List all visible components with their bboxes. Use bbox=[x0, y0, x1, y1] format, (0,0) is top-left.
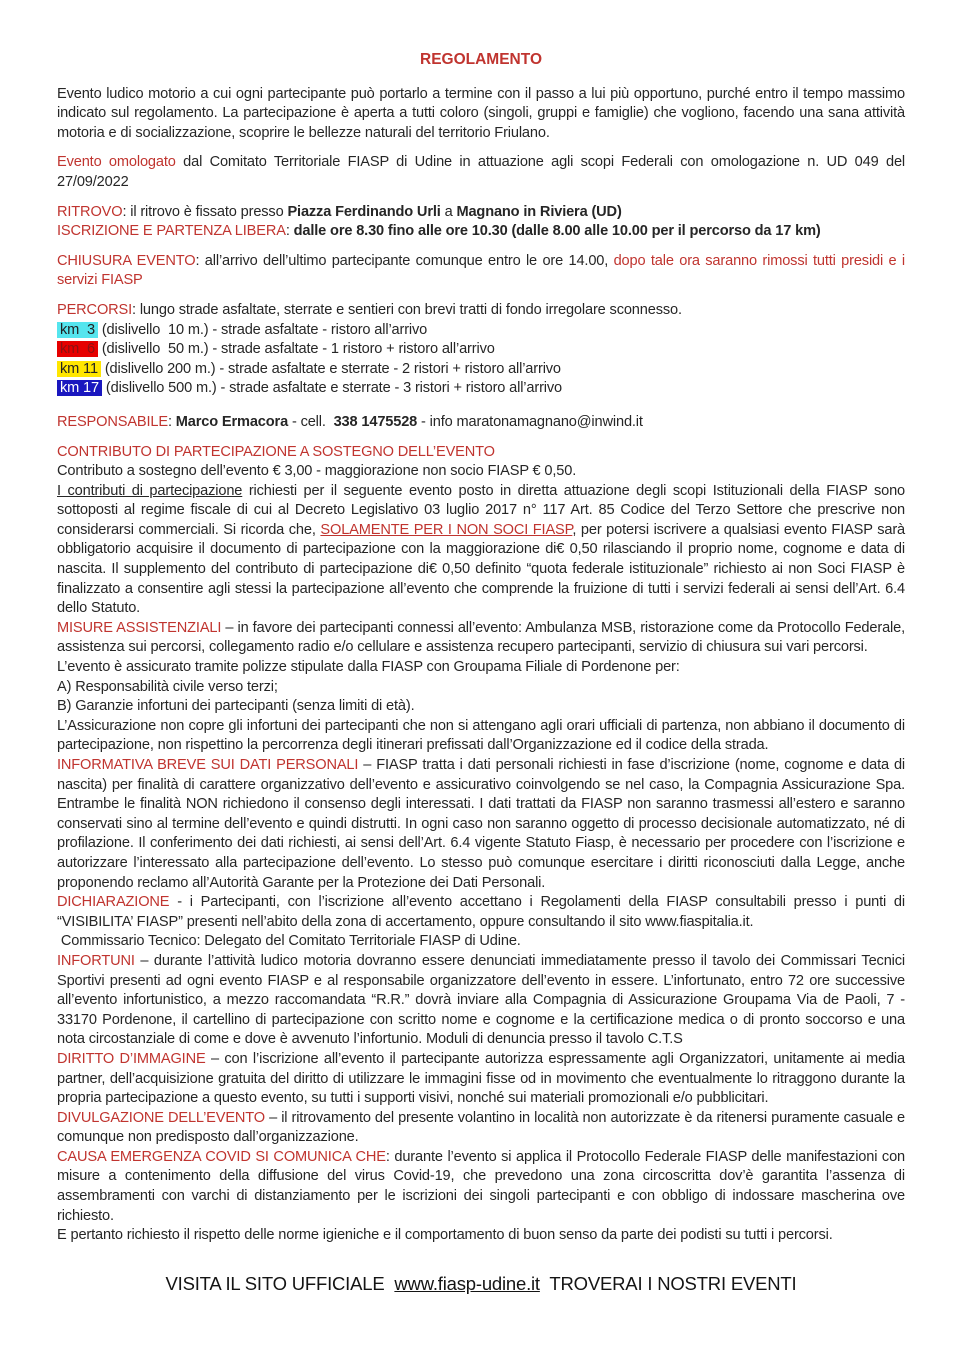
assicurazione-intro-line bbox=[57, 658, 905, 678]
diritto-immagine-paragraph bbox=[57, 1050, 909, 1109]
text-run: – il ritrovamento del presente volantino in località non autorizzate è da ritenersi puramente casuale e comunque non predisposto dall’organizzazione. bbox=[57, 1109, 909, 1146]
misure-paragraph bbox=[57, 619, 909, 658]
text-run: – durante l’attività ludico motoria dovranno essere denunciati immediatamente presso il tavolo dei Commissari Tecnici Sportivi presenti ad ogni evento FIASP e al responsabile organizzatore dell’evento in essere. L’infortunato, entro 72 ore successive all’evento infortunistico, a mezzo raccomandata “R.R.” dovrà inviare alla Compagnia di Assicurazione Groupama Via de Paoli, 7 - 33170 Pordenone, il cartellino di partecipazione con scritto nome e cognome e la certificazione medica o di pronto soccorso e una nota circostanziale di come e dove è avvenuto l’infortunio. Moduli di denuncia presso il tavolo C.T.S bbox=[57, 952, 909, 1048]
text-run: : all’arrivo dell’ultimo partecipante comunque entro le ore 14.00, bbox=[195, 252, 614, 269]
chiusura-paragraph bbox=[57, 252, 909, 291]
garanzia-a-line bbox=[57, 678, 905, 698]
text-run: Evento ludico motorio a cui ogni partecipante può portarlo a termine con il passo a lui più opportuno, purché entro il tempo massimo indicato sul regolamento. La partecipazione è aperta a tutti coloro (singoli, gruppi e famiglie) che vogliono, facendo una sana attività motoria e di socializzazione, scoprire le bellezze naturali del territorio Friulano. bbox=[57, 85, 909, 141]
contributo-fee-line bbox=[57, 462, 905, 482]
text-run: - cell. bbox=[288, 413, 334, 430]
text-run: DICHIARAZIONE bbox=[57, 894, 170, 911]
text-run: Commissario Tecnico: Delegato del Comitato Territoriale FIASP di Udine. bbox=[57, 933, 521, 950]
text-run: Magnano in Riviera (UD) bbox=[456, 203, 622, 220]
text-run: SOLAMENTE PER I NON SOCI FIASP bbox=[320, 521, 573, 538]
text-run: VISITA IL SITO UFFICIALE bbox=[165, 1272, 395, 1294]
text-run: L’Assicurazione non copre gli infortuni dei partecipanti che non si attengano agli orari ufficiali di partenza, non abbiano il documento di partecipazione, non rispettino la percorrenza degli itinerari prefissati dall’Organizzazione ed il codice della strada. bbox=[57, 717, 909, 754]
igiene-line bbox=[57, 1226, 905, 1246]
text-run: Contributo a sostegno dell’evento € 3,00 - maggiorazione non socio FIASP € 0,50. bbox=[57, 463, 577, 480]
text-run: dopo tale ora saranno rimossi tutti presidi e i servizi FIASP bbox=[57, 252, 909, 289]
text-run: : lungo strade asfaltate, sterrate e sentieri con brevi tratti di fondo irregolare sconnesso. bbox=[132, 301, 682, 318]
text-run: PERCORSI bbox=[57, 301, 133, 318]
text-run: – con l’iscrizione all’evento il partecipante autorizza espressamente agli Organizzatori, unitamente ai media partner, dell’acquisizione gratuita del diritto di utilizzare le immagini fisse od in movimento che eventualmente lo ritraggono durante la propria partecipazione a questo evento, su tutti i supporti visivi, nonché sui materiali promozionali e/o pubblicitari. bbox=[57, 1050, 909, 1107]
contributo-paragraph bbox=[57, 482, 909, 619]
text-run: - i Partecipanti, con l’iscrizione all’evento accettano i Regolamenti della FIASP consultabili presso i punti di “VISIBILITA’ FIASP” presenti nell’abito della zona di accertamento, oppure consultando il sito www.fiaspitalia.it. bbox=[57, 894, 909, 930]
km-11-badge: km 11 bbox=[57, 361, 101, 377]
text-run: , per potersi iscrivere a qualsiasi evento FIASP sarà obbligatorio acquisire il documento di partecipazione con la maggiorazione di€ 0,50 rilasciando il proprio nome, cognome e data di nascita. Il supplemento del contributo di partecipazione di€ 0,50 definito “quota federale istituzionale” richiesto ai non Soci FIASP è finalizzato a consentire agli stessi la partecipazione all’evento che comprende la fruizione di tutti i servizi federali ai sensi dell’Art. 6.4 dello Statuto. bbox=[57, 521, 909, 617]
km-17-line bbox=[57, 379, 905, 399]
text-run: richiesti per il seguente evento posto in diretta attuazione degli scopi Istituzionali della FIASP sono sottoposti al regime fiscale di cui al Decreto Legislativo 03 luglio 2017 n° 117 Art. 85 Codice del Terzo Settore che prescrive non considerarsi commerciali. Si ricorda che, bbox=[57, 482, 909, 538]
text-run: A) Responsabilità civile verso terzi; bbox=[57, 678, 278, 695]
km-3-line bbox=[57, 321, 905, 341]
text-run: a bbox=[440, 203, 457, 220]
text-run: RITROVO bbox=[57, 203, 123, 220]
divulgazione-paragraph bbox=[57, 1109, 909, 1148]
text-run: (dislivello 200 m.) - strade asfaltate e sterrate - 2 ristori + ristoro all’arrivo bbox=[100, 360, 561, 377]
footer-site-link[interactable]: www.fiasp-udine.it bbox=[394, 1272, 540, 1294]
text-run: : bbox=[285, 223, 294, 240]
text-run: CONTRIBUTO DI PARTECIPAZIONE A SOSTEGNO DELL’EVENTO bbox=[57, 443, 495, 460]
text-run: CHIUSURA EVENTO bbox=[57, 252, 196, 269]
text-run: (dislivello 10 m.) - strade asfaltate - ristoro all’arrivo bbox=[97, 321, 428, 338]
assicurazione-esclusioni-paragraph bbox=[57, 717, 909, 756]
text-run: L’evento è assicurato tramite polizze stipulate dalla FIASP con Groupama Filiale di Pordenone per: bbox=[57, 659, 680, 676]
percorsi-line bbox=[57, 301, 905, 321]
km-11-line bbox=[57, 360, 905, 380]
intro-paragraph bbox=[57, 85, 909, 144]
document-title: REGOLAMENTO bbox=[420, 51, 542, 68]
text-run: 338 1475528 bbox=[333, 413, 418, 430]
text-run: (dislivello 500 m.) - strade asfaltate e sterrate - 3 ristori + ristoro all’arrivo bbox=[102, 380, 562, 397]
text-run: dal Comitato Territoriale FIASP di Udine in attuazione agli scopi Federali con omologazione n. UD 049 del 27/09/2022 bbox=[57, 154, 909, 190]
text-run: E pertanto richiesto il rispetto delle norme igieniche e il comportamento di buon senso da parte dei podisti su tutti i percorsi. bbox=[57, 1227, 833, 1244]
text-run: : bbox=[167, 413, 176, 430]
text-run: - info maratonamagnano@inwind.it bbox=[417, 413, 643, 430]
text-run: TROVERAI I NOSTRI EVENTI bbox=[539, 1272, 797, 1294]
text-run: Evento omologato bbox=[57, 154, 176, 171]
iscrizione-line bbox=[57, 222, 905, 242]
commissario-line bbox=[57, 932, 905, 952]
text-run: MISURE ASSISTENZIALI bbox=[57, 619, 222, 636]
text-run: RESPONSABILE bbox=[57, 413, 168, 430]
km-3-badge: km 3 bbox=[57, 322, 98, 338]
text-run: – FIASP tratta i dati personali richiesti in fase d’iscrizione (nome, cognome e data di nascita) per finalità di carattere organizzativo dell’evento e assicurativo coinvolgendo se nel caso, la Compagnia Assicurazione Spa. Entrambe le finalità NON richiedono il consenso degli interessati. I dati trattati da FIASP non saranno trasmessi all’estero e saranno conservati sino al termine dell’evento e quindi distrutti. In ogni caso non saranno oggetto di processo decisionale automatizzato, né di profilazione. Il conferimento dei dati richiesti, ai sensi dell’Art. 6.4 vigente Statuto Fiasp, è necessario per procedere con l’iscrizione e autorizzare l’interessato alla partecipazione dell’evento. Lo stesso può comunque esercitare i diritti riconosciuti dalla Legge, anche proponendo reclamo all’Autorità Garante per la Protezione dei Dati Personali. bbox=[57, 757, 909, 891]
covid-paragraph bbox=[57, 1148, 909, 1226]
dichiarazione-paragraph bbox=[57, 893, 909, 932]
km-17-badge: km 17 bbox=[57, 380, 102, 396]
text-run: (dislivello 50 m.) - strade asfaltate - 1 ristoro + ristoro all’arrivo bbox=[97, 341, 495, 358]
text-run: Marco Ermacora bbox=[175, 413, 289, 430]
km-6-badge: km 6 bbox=[57, 341, 98, 357]
text-run: I contributi di partecipazione bbox=[57, 482, 243, 499]
text-run: B) Garanzie infortuni dei partecipanti (senza limiti di età). bbox=[57, 698, 415, 715]
ritrovo-line bbox=[57, 203, 905, 223]
regulation-body bbox=[57, 85, 909, 1296]
text-run: : il ritrovo è fissato presso bbox=[122, 203, 288, 220]
contributo-heading bbox=[57, 443, 905, 463]
text-run: ISCRIZIONE E PARTENZA LIBERA bbox=[57, 223, 286, 240]
km-6-line bbox=[57, 340, 905, 360]
text-run: DIRITTO D’IMMAGINE bbox=[57, 1050, 206, 1067]
text-run: INFORTUNI bbox=[57, 952, 135, 969]
text-run: DIVULGAZIONE DELL’EVENTO bbox=[57, 1109, 266, 1126]
text-run: Piazza Ferdinando Urli bbox=[287, 203, 441, 220]
responsabile-line bbox=[57, 413, 905, 433]
text-run: : durante l’evento si applica il Protocollo Federale FIASP delle manifestazioni con misure a contenimento della diffusione del virus Covid-19, che prevedono una zona circoscritta dov’è garantita l’assenza di assembramenti con varchi di distanziamento per le iscrizioni dei singoli partecipanti e con obbligo di indossare mascherina ove richiesto. bbox=[57, 1148, 909, 1224]
text-run: INFORMATIVA BREVE SUI DATI PERSONALI bbox=[57, 757, 359, 773]
text-run: CAUSA EMERGENZA COVID SI COMUNICA CHE bbox=[57, 1148, 386, 1165]
infortuni-paragraph bbox=[57, 952, 909, 1050]
text-run: dalle ore 8.30 fino alle ore 10.30 (dalle 8.00 alle 10.00 per il percorso da 17 km) bbox=[293, 223, 821, 240]
text-run: – in favore dei partecipanti connessi all’evento: Ambulanza MSB, ristorazione come da Protocollo Federale, assistenza sui percorsi, collegamento radio e/o cellulare e assistenza recupero partecipanti, servizio di chiusura sui vari percorsi. bbox=[57, 619, 909, 656]
informativa-paragraph bbox=[57, 756, 909, 893]
garanzia-b-line bbox=[57, 697, 905, 717]
omologato-paragraph bbox=[57, 153, 909, 192]
footer-line bbox=[57, 1272, 905, 1296]
